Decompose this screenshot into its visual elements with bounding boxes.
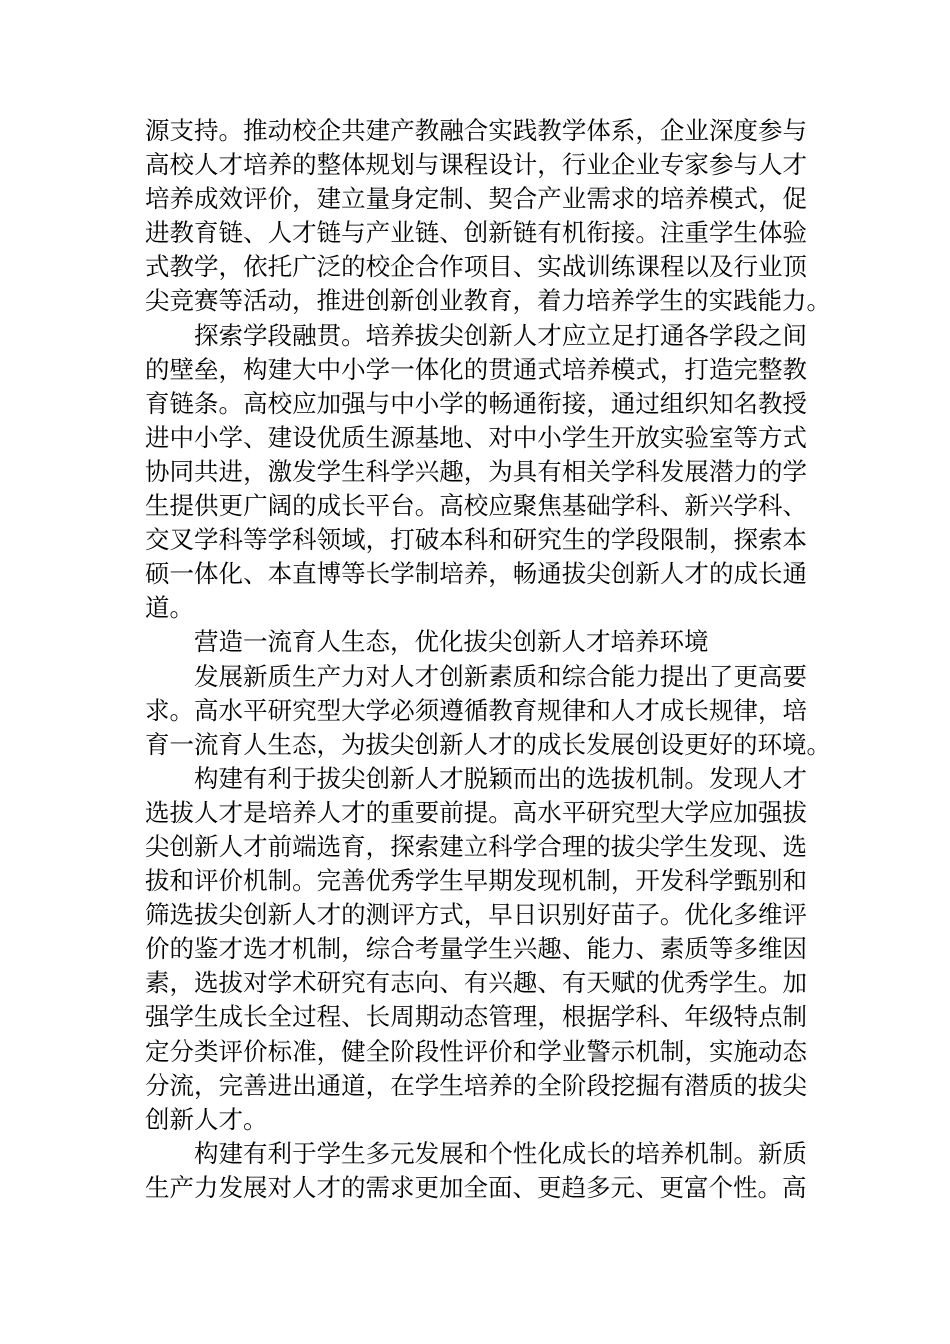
paragraph: [145, 660, 831, 762]
text-line: 进中小学、建设优质生源基地、对中小学生开放实验室等方式: [145, 422, 807, 452]
text-line: 的壁垒，构建大中小学一体化的贯通式培养模式，打造完整教: [145, 354, 807, 384]
text-line: 创新人才。: [145, 1104, 268, 1134]
paragraph: [145, 114, 831, 319]
text-line: 进教育链、人才链与产业链、创新链有机衔接。注重学生体验: [145, 218, 807, 248]
text-line: 源支持。推动校企共建产教融合实践教学体系，企业深度参与: [145, 116, 807, 145]
text-line: 定分类评价标准，健全阶段性评价和学业警示机制，实施动态: [145, 1036, 807, 1066]
text-line: 构建有利于学生多元发展和个性化成长的培养机制。新质: [194, 1138, 807, 1168]
text-line: 交叉学科等学科领域，打破本科和研究生的学段限制，探索本: [145, 525, 807, 555]
text-line: 硕一体化、本直博等长学制培养，畅通拔尖创新人才的成长通: [145, 559, 807, 589]
text-line: 育一流育人生态，为拔尖创新人才的成长发展创设更好的环境。: [145, 729, 831, 759]
paragraph: [145, 762, 807, 1137]
text-line: 尖创新人才前端选育，探索建立科学合理的拔尖学生发现、选: [145, 831, 807, 861]
text-line: 筛选拔尖创新人才的测评方式，早日识别好苗子。优化多维评: [145, 900, 807, 930]
text-line: 育链条。高校应加强与中小学的畅通衔接，通过组织知名教授: [145, 388, 807, 418]
text-line: 素，选拔对学术研究有志向、有兴趣、有天赋的优秀学生。加: [145, 968, 807, 998]
text-line: 高校人才培养的整体规划与课程设计，行业企业专家参与人才: [145, 150, 807, 180]
text-line: 生产力发展对人才的需求更加全面、更趋多元、更富个性。高: [145, 1172, 807, 1202]
text-line: 构建有利于拔尖创新人才脱颖而出的选拔机制。发现人才: [194, 763, 807, 793]
text-line: 价的鉴才选才机制，综合考量学生兴趣、能力、素质等多维因: [145, 934, 807, 964]
text-line: 强学生成长全过程、长周期动态管理，根据学科、年级特点制: [145, 1002, 807, 1032]
text-line: 选拔人才是培养人才的重要前提。高水平研究型大学应加强拔: [145, 797, 807, 827]
text-line: 式教学，依托广泛的校企合作项目、实战训练课程以及行业顶: [145, 252, 807, 282]
text-line: 求。高水平研究型大学必须遵循教育规律和人才成长规律，培: [145, 695, 807, 725]
paragraph: [145, 1137, 807, 1205]
text-line: 营造一流育人生态，优化拔尖创新人才培养环境: [194, 627, 709, 657]
document-body: [145, 114, 831, 1205]
text-line: 培养成效评价，建立量身定制、契合产业需求的培养模式，促: [145, 184, 807, 214]
text-line: 拔和评价机制。完善优秀学生早期发现机制，开发科学甄别和: [145, 866, 807, 896]
text-line: 尖竞赛等活动，推进创新创业教育，着力培养学生的实践能力。: [145, 286, 831, 316]
paragraph: [145, 319, 807, 626]
text-line: 发展新质生产力对人才创新素质和综合能力提出了更高要: [194, 661, 807, 691]
text-line: 探索学段融贯。培养拔尖创新人才应立足打通各学段之间: [194, 320, 807, 350]
paragraph: [145, 625, 807, 659]
text-line: 生提供更广阔的成长平台。高校应聚焦基础学科、新兴学科、: [145, 491, 807, 521]
text-line: 协同共进，激发学生科学兴趣，为具有相关学科发展潜力的学: [145, 456, 807, 486]
text-line: 分流，完善进出通道，在学生培养的全阶段挖掘有潜质的拔尖: [145, 1070, 807, 1100]
text-line: 道。: [145, 593, 194, 623]
